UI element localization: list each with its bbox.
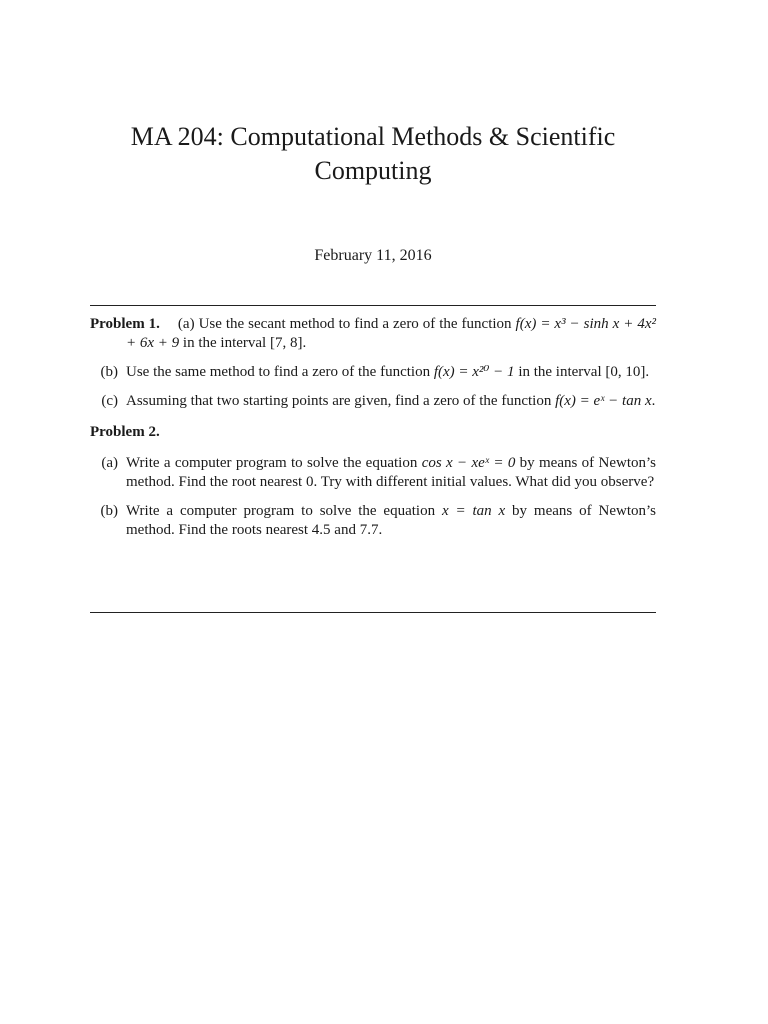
problem-1-part-b-body [126, 363, 656, 382]
problem-1-part-c-suffix: . [651, 393, 656, 409]
top-rule [90, 305, 656, 306]
document-date: February 11, 2016 [314, 247, 432, 264]
problem-2-part-b-label: (b) [100, 503, 118, 519]
title-line-1: MA 204: Computational Methods & Scientific [130, 122, 616, 151]
problem-set [90, 315, 656, 550]
problem-1-part-c [90, 392, 656, 411]
problem-1-part-a-label: (a) [177, 316, 195, 332]
problem-1-part-b-suffix: in the interval [0, 10]. [514, 364, 650, 380]
problem-2-part-a-label: (a) [101, 455, 118, 471]
problem-2-part-a-text: Write a computer program to solve the equation [126, 455, 422, 471]
document-title [90, 120, 656, 188]
problem-1-part-a-text: Use the secant method to find a zero of the function [198, 316, 516, 332]
problem-1-part-c-math: f(x) = eˣ − tan x [555, 393, 652, 409]
problem-2-part-b-math: x = tan x [441, 503, 506, 519]
bottom-rule [90, 612, 656, 613]
problem-2-part-a-suffix: by means of Newton’s method. Find the root nearest 0. Try with different initial values. What did you observe? [126, 455, 656, 490]
problem-2-part-a [90, 454, 656, 492]
problem-1-part-b [90, 363, 656, 382]
problem-1-part-c-label: (c) [101, 393, 118, 409]
problem-1-part-a-math: f(x) = x³ − sinh x + 4x² + 6x + 9 [126, 316, 657, 351]
problem-2-part-b [90, 502, 656, 540]
problem-1-heading: Problem 1. [90, 316, 160, 332]
problem-1-part-a-suffix: in the interval [7, 8]. [179, 335, 307, 351]
problem-1-part-b-math: f(x) = x²⁰ − 1 [433, 364, 515, 380]
problem-1-part-b-text: Use the same method to find a zero of the function [126, 364, 434, 380]
problem-1-part-a [90, 315, 656, 353]
title-line-2: Computing [314, 156, 432, 185]
problem-1-part-c-text: Assuming that two starting points are given, find a zero of the function [126, 393, 556, 409]
problem-2-part-a-math: cos x − xeˣ = 0 [421, 455, 516, 471]
problem-2-part-a-body [126, 454, 656, 492]
problem-2-heading: Problem 2. [90, 424, 160, 440]
problem-1-part-c-body [126, 392, 656, 411]
problem-2-part-b-body [126, 502, 656, 540]
problem-2-part-b-text: Write a computer program to solve the equation [126, 503, 442, 519]
problem-1-part-b-label: (b) [100, 364, 118, 380]
problem-2-part-b-suffix: by means of Newton’s method. Find the roots nearest 4.5 and 7.7. [126, 503, 656, 538]
